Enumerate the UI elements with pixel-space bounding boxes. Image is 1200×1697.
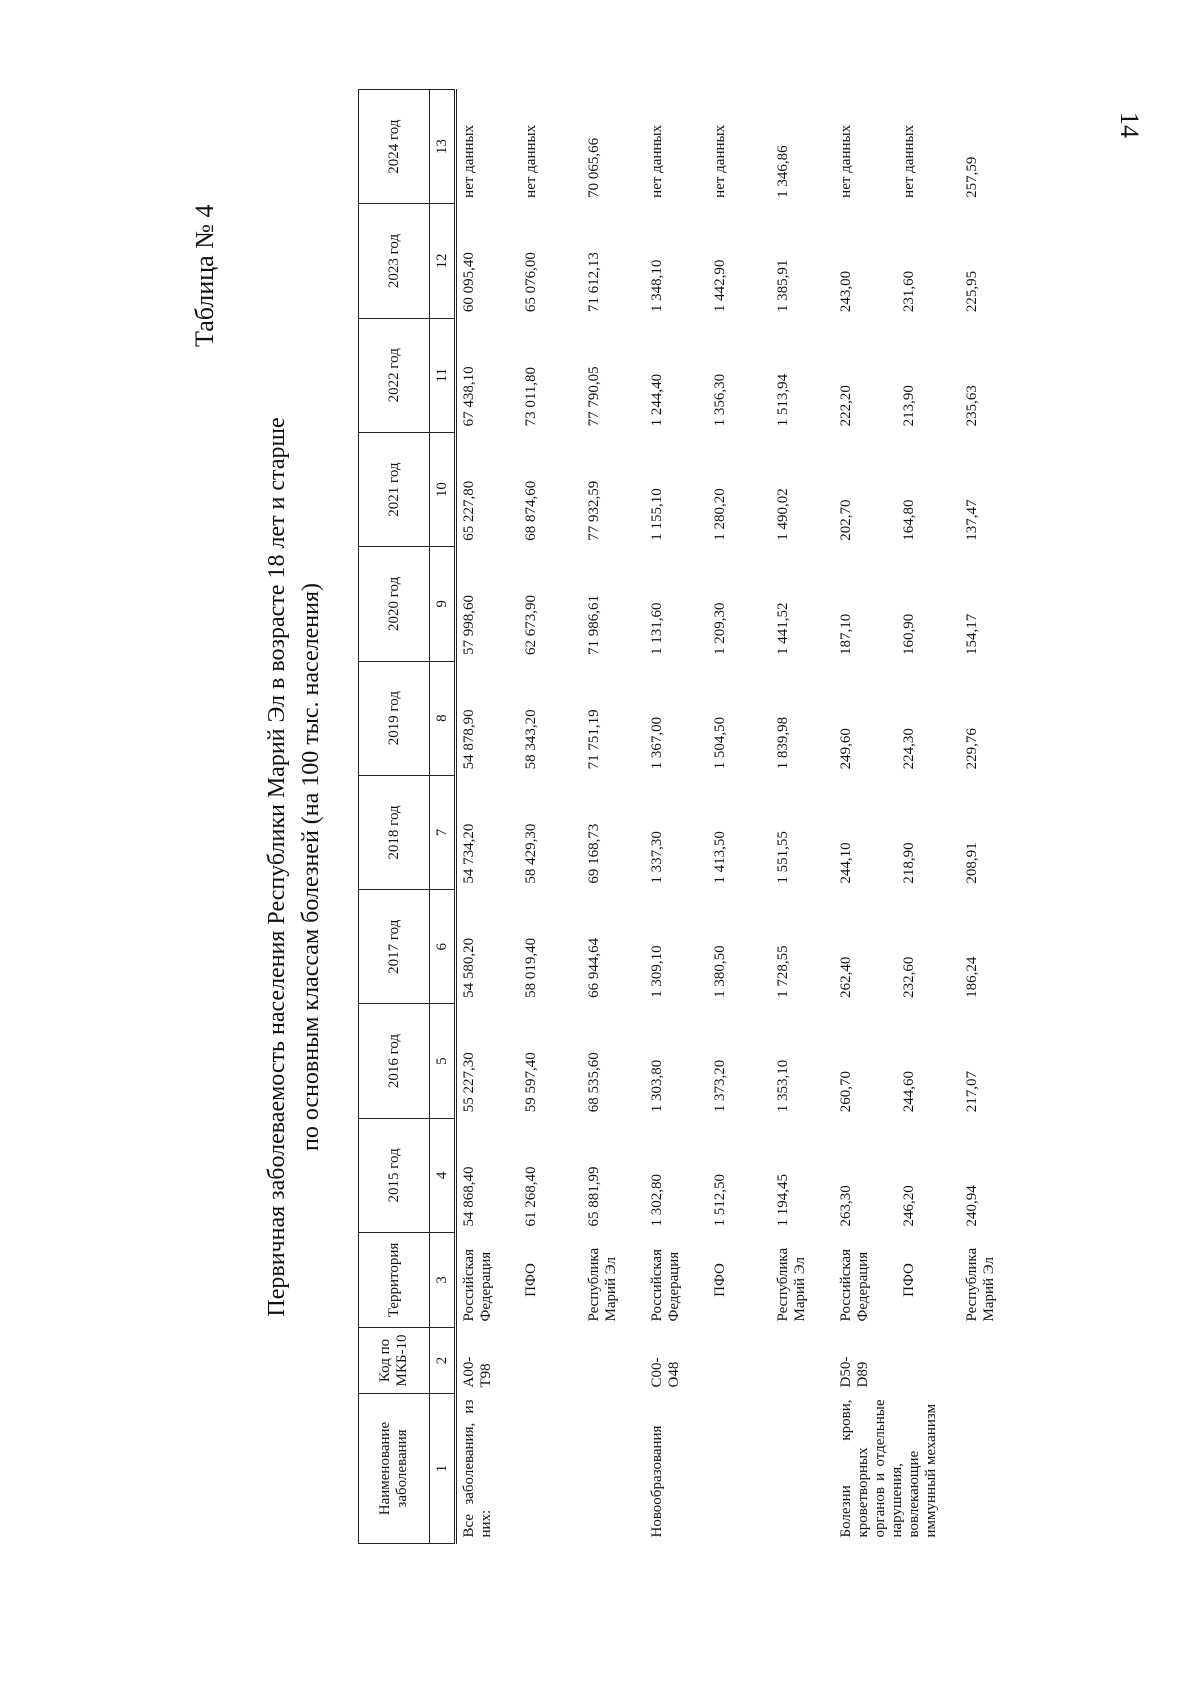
column-number: 1	[430, 1394, 456, 1544]
icd-code: C00-O48	[648, 1357, 682, 1388]
value-cell: 58 343,20	[522, 709, 539, 770]
value-cell: 1 512,50	[711, 1174, 728, 1227]
value-cell: 60 095,40	[461, 252, 477, 313]
header-year: 2022 год	[359, 318, 430, 432]
value-cell: 1 209,30	[711, 602, 728, 656]
value-cell: 54 580,20	[461, 937, 477, 998]
table-row	[582, 90, 645, 1544]
value-cell: 1 348,10	[648, 259, 665, 313]
value-cell: 164,80	[900, 499, 917, 541]
value-cell: 59 597,40	[522, 1052, 539, 1113]
value-cell: 1 280,20	[711, 488, 728, 541]
value-cell: нет данных	[900, 124, 917, 198]
value-cell: 1 367,00	[648, 716, 665, 770]
column-number: 13	[430, 90, 456, 204]
value-cell: 1 839,98	[774, 716, 791, 770]
column-number-row	[430, 90, 456, 1544]
value-cell: нет данных	[522, 124, 539, 198]
value-cell: 73 011,80	[522, 366, 539, 427]
table-title-line-2: по основным классам болезней (на 100 тыс. населения)	[298, 583, 324, 1151]
table-title-line-1: Первичная заболеваемость населения Республики Марий Эл в возрасте 18 лет и старше	[264, 417, 290, 1317]
territory-cell: ПФО	[900, 1263, 917, 1297]
value-cell: 1 728,55	[774, 945, 791, 998]
value-cell: 229,76	[963, 728, 980, 770]
value-cell: 68 535,60	[585, 1052, 602, 1113]
disease-name: Болезни крови, кроветворных органов и отдельные нарушения, вовлекающие иммунный механизм	[837, 1399, 939, 1538]
value-cell: 231,60	[900, 270, 917, 313]
header-year: 2024 год	[359, 90, 430, 204]
morbidity-table	[358, 89, 1023, 1544]
value-cell: 65 076,00	[522, 252, 539, 313]
value-cell: 186,24	[963, 956, 980, 998]
header-year: 2020 год	[359, 547, 430, 661]
column-number: 6	[430, 890, 456, 1004]
header-year: 2016 год	[359, 1004, 430, 1118]
value-cell: 1 490,02	[774, 488, 791, 541]
value-cell: 225,95	[963, 270, 980, 313]
territory-cell: Российская Федерация	[648, 1249, 682, 1322]
value-cell: 1 380,50	[711, 945, 728, 998]
value-cell: 1 303,80	[648, 1059, 665, 1113]
value-cell: 1 356,30	[711, 373, 728, 427]
value-cell: 1 385,91	[774, 259, 791, 313]
value-cell: 68 874,60	[522, 480, 539, 541]
table-row	[897, 90, 960, 1544]
value-cell: 202,70	[837, 499, 854, 541]
value-cell: 54 868,40	[461, 1166, 477, 1227]
value-cell: 235,63	[963, 385, 980, 427]
value-cell: 187,10	[837, 613, 854, 656]
value-cell: 262,40	[837, 956, 854, 998]
value-cell: 55 227,30	[461, 1052, 477, 1113]
value-cell: 62 673,90	[522, 595, 539, 656]
value-cell: 1 373,20	[711, 1059, 728, 1113]
value-cell: 71 986,61	[585, 595, 602, 656]
value-cell: 1 551,55	[774, 831, 791, 884]
value-cell: 57 998,60	[461, 595, 477, 656]
value-cell: 244,10	[837, 842, 854, 884]
icd-code: D50-D89	[837, 1356, 871, 1388]
value-cell: 54 734,20	[461, 823, 477, 884]
territory-cell: Республика Марий Эл	[774, 1247, 808, 1322]
value-cell: 1 442,90	[711, 259, 728, 313]
value-cell: 240,94	[963, 1185, 980, 1227]
table-title	[260, 277, 328, 1457]
value-cell: 1 131,60	[648, 602, 665, 656]
column-number: 7	[430, 775, 456, 889]
header-row	[359, 90, 430, 1544]
column-number: 4	[430, 1118, 456, 1232]
table-row	[519, 90, 582, 1544]
value-cell: 222,20	[837, 385, 854, 427]
table-body	[456, 90, 1023, 1544]
value-cell: 69 168,73	[585, 823, 602, 884]
value-cell: 154,17	[963, 613, 980, 656]
value-cell: 246,20	[900, 1185, 917, 1227]
value-cell: 257,59	[963, 156, 980, 198]
value-cell: 1 513,94	[774, 373, 791, 427]
value-cell: 263,30	[837, 1185, 854, 1227]
value-cell: 1 346,86	[774, 145, 791, 198]
header-territory: Территория	[359, 1233, 430, 1328]
column-number: 8	[430, 661, 456, 775]
disease-name: Все заболевания, из них:	[461, 1399, 494, 1538]
value-cell: 1 309,10	[648, 945, 665, 998]
value-cell: 160,90	[900, 613, 917, 656]
value-cell: 1 504,50	[711, 716, 728, 770]
value-cell: нет данных	[711, 124, 728, 198]
table-row	[645, 90, 708, 1544]
value-cell: 77 932,59	[585, 480, 602, 541]
value-cell: 213,90	[900, 385, 917, 427]
column-number: 11	[430, 318, 456, 432]
value-cell: 71 751,19	[585, 709, 602, 770]
value-cell: 58 429,30	[522, 823, 539, 884]
value-cell: 137,47	[963, 499, 980, 541]
table-row	[708, 90, 771, 1544]
disease-name: Новообразования	[648, 1425, 665, 1538]
territory-cell: Российская Федерация	[837, 1249, 871, 1322]
value-cell: 1 244,40	[648, 373, 665, 427]
value-cell: 1 413,50	[711, 831, 728, 884]
value-cell: 70 065,66	[585, 137, 602, 198]
value-cell: 218,90	[900, 842, 917, 884]
table-row	[771, 90, 834, 1544]
territory-cell: ПФО	[711, 1263, 728, 1297]
table-row	[834, 90, 897, 1544]
header-code: Код по МКБ-10	[359, 1328, 430, 1394]
table-row	[960, 90, 1023, 1544]
column-number: 2	[430, 1328, 456, 1394]
value-cell: 58 019,40	[522, 937, 539, 998]
value-cell: 208,91	[963, 842, 980, 884]
header-year: 2021 год	[359, 432, 430, 546]
value-cell: 1 353,10	[774, 1059, 791, 1113]
value-cell: 1 155,10	[648, 488, 665, 541]
value-cell: нет данных	[461, 124, 477, 198]
value-cell: 232,60	[900, 956, 917, 998]
territory-cell: Республика Марий Эл	[585, 1247, 619, 1322]
value-cell: 54 878,90	[461, 709, 477, 770]
value-cell: 66 944,64	[585, 937, 602, 998]
value-cell: 77 790,05	[585, 366, 602, 427]
column-number: 3	[430, 1233, 456, 1328]
header-name: Наименование заболевания	[359, 1394, 430, 1544]
territory-cell: ПФО	[522, 1263, 539, 1297]
header-year: 2017 год	[359, 890, 430, 1004]
column-number: 10	[430, 432, 456, 546]
value-cell: 217,07	[963, 1070, 980, 1113]
table-row	[456, 90, 519, 1544]
value-cell: 71 612,13	[585, 252, 602, 313]
value-cell: 1 441,52	[774, 602, 791, 656]
territory-cell: Республика Марий Эл	[963, 1247, 997, 1322]
value-cell: 244,60	[900, 1070, 917, 1113]
value-cell: 65 227,80	[461, 480, 477, 541]
column-number: 9	[430, 547, 456, 661]
value-cell: 243,00	[837, 270, 854, 313]
column-number: 5	[430, 1004, 456, 1118]
value-cell: 1 337,30	[648, 831, 665, 884]
page-number: 14	[1115, 112, 1144, 138]
value-cell: 67 438,10	[461, 366, 477, 427]
header-year: 2018 год	[359, 775, 430, 889]
icd-code: A00-T98	[461, 1356, 494, 1388]
header-year: 2023 год	[359, 204, 430, 318]
value-cell: нет данных	[837, 124, 854, 198]
value-cell: 1 302,80	[648, 1174, 665, 1227]
territory-cell: Российская Федерация	[461, 1249, 494, 1322]
value-cell: 65 881,99	[585, 1166, 602, 1227]
column-number: 12	[430, 204, 456, 318]
value-cell: 249,60	[837, 728, 854, 770]
value-cell: 224,30	[900, 728, 917, 770]
value-cell: 260,70	[837, 1070, 854, 1113]
value-cell: 1 194,45	[774, 1174, 791, 1227]
table-label: Таблица № 4	[190, 204, 219, 347]
header-year: 2015 год	[359, 1118, 430, 1232]
value-cell: нет данных	[648, 124, 665, 198]
value-cell: 61 268,40	[522, 1166, 539, 1227]
header-year: 2019 год	[359, 661, 430, 775]
